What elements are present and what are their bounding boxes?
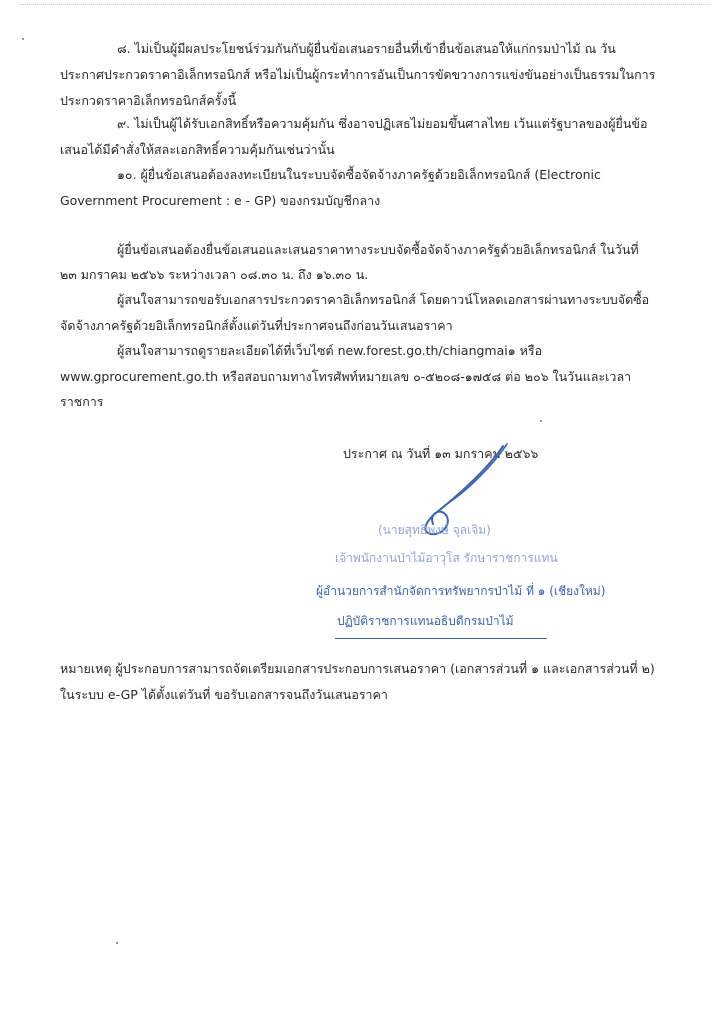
- note-line1: หมายเหตุ ผู้ประกอบการสามารถจัดเตรียมเอกสารประกอบการเสนอราคา (เอกสารส่วนที่ ๑ และเอกสารส่วนที่ ๒): [60, 661, 655, 676]
- item8-line2: ประกาศประกวดราคาอิเล็กทรอนิกส์ หรือไม่เป็นผู้กระทำการอันเป็นการขัดขวางการแข่งขันอย่างเป็นธรรมในการ: [60, 67, 656, 82]
- note-line2: ในระบบ e-GP ได้ตั้งแต่วันที่ ขอรับเอกสารจนถึงวันเสนอราคา: [60, 687, 388, 702]
- stamp-title-line1: เจ้าพนักงานป่าไม้อาวุโส รักษาราชการแทน: [335, 551, 558, 565]
- scan-speck: [540, 420, 542, 422]
- info-line1: ผู้สนใจสามารถดูรายละเอียดได้ที่เว็บไซต์ new.forest.go.th/chiangmai๑ หรือ: [117, 343, 543, 358]
- scan-speck: [116, 942, 118, 944]
- item9-line1: ๙. ไม่เป็นผู้ได้รับเอกสิทธิ์หรือความคุ้มกัน ซึ่งอาจปฏิเสธไม่ยอมขึ้นศาลไทย เว้นแต่รัฐบาลของผู้ยื่นข้อ: [117, 116, 648, 131]
- info-line3: ราชการ: [60, 394, 104, 409]
- stamp-title-line2: ผู้อำนวยการสำนักจัดการทรัพยากรป่าไม้ ที่ ๑ (เชียงใหม่): [316, 584, 606, 598]
- stamp-underline: [335, 638, 547, 639]
- info-line2: www.gprocurement.go.th หรือสอบถามทางโทรศัพท์หมายเลข ๐-๕๒๐๘-๑๗๕๘ ต่อ ๒๐๖ ในวันและเวลา: [60, 369, 632, 384]
- item10-line2: Government Procurement : e - GP) ของกรมบัญชีกลาง: [60, 193, 381, 208]
- download-line1: ผู้สนใจสามารถขอรับเอกสารประกวดราคาอิเล็กทรอนิกส์ โดยดาวน์โหลดเอกสารผ่านทางระบบจัดซื้อ: [117, 292, 650, 307]
- announcement-date: ประกาศ ณ วันที่ ๑๓ มกราคม ๒๕๖๖: [343, 446, 539, 461]
- top-border-dots: [20, 4, 710, 7]
- item8-line3: ประกวดราคาอิเล็กทรอนิกส์ครั้งนี้: [60, 93, 237, 108]
- stamp-name: (นายสุทธิพงษ์ จุลเจิม): [378, 523, 491, 537]
- download-line2: จัดจ้างภาครัฐด้วยอิเล็กทรอนิกส์ตั้งแต่วันที่ประกาศจนถึงก่อนวันเสนอราคา: [60, 318, 453, 333]
- item8-line1: ๘. ไม่เป็นผู้มีผลประโยชน์ร่วมกันกับผู้ยื่นข้อเสนอรายอื่นที่เข้ายื่นข้อเสนอให้แก่กรมป่าไม้ ณ วัน: [117, 41, 616, 56]
- stamp-title-line3: ปฏิบัติราชการแทนอธิบดีกรมป่าไม้: [337, 614, 514, 628]
- item10-line1: ๑๐. ผู้ยื่นข้อเสนอต้องลงทะเบียนในระบบจัดซื้อจัดจ้างภาครัฐด้วยอิเล็กทรอนิกส์ (Electronic: [117, 167, 601, 182]
- item9-line2: เสนอได้มีคำสั่งให้สละเอกสิทธิ์ความคุ้มกันเช่นว่านั้น: [60, 142, 335, 157]
- submission-line1: ผู้ยื่นข้อเสนอต้องยื่นข้อเสนอและเสนอราคาทางระบบจัดซื้อจัดจ้างภาครัฐด้วยอิเล็กทรอนิกส์ ในวันที่: [117, 242, 639, 257]
- submission-line2: ๒๓ มกราคม ๒๕๖๖ ระหว่างเวลา ๐๘.๓๐ น. ถึง ๑๖.๓๐ น.: [60, 267, 369, 282]
- scan-speck: [22, 38, 24, 40]
